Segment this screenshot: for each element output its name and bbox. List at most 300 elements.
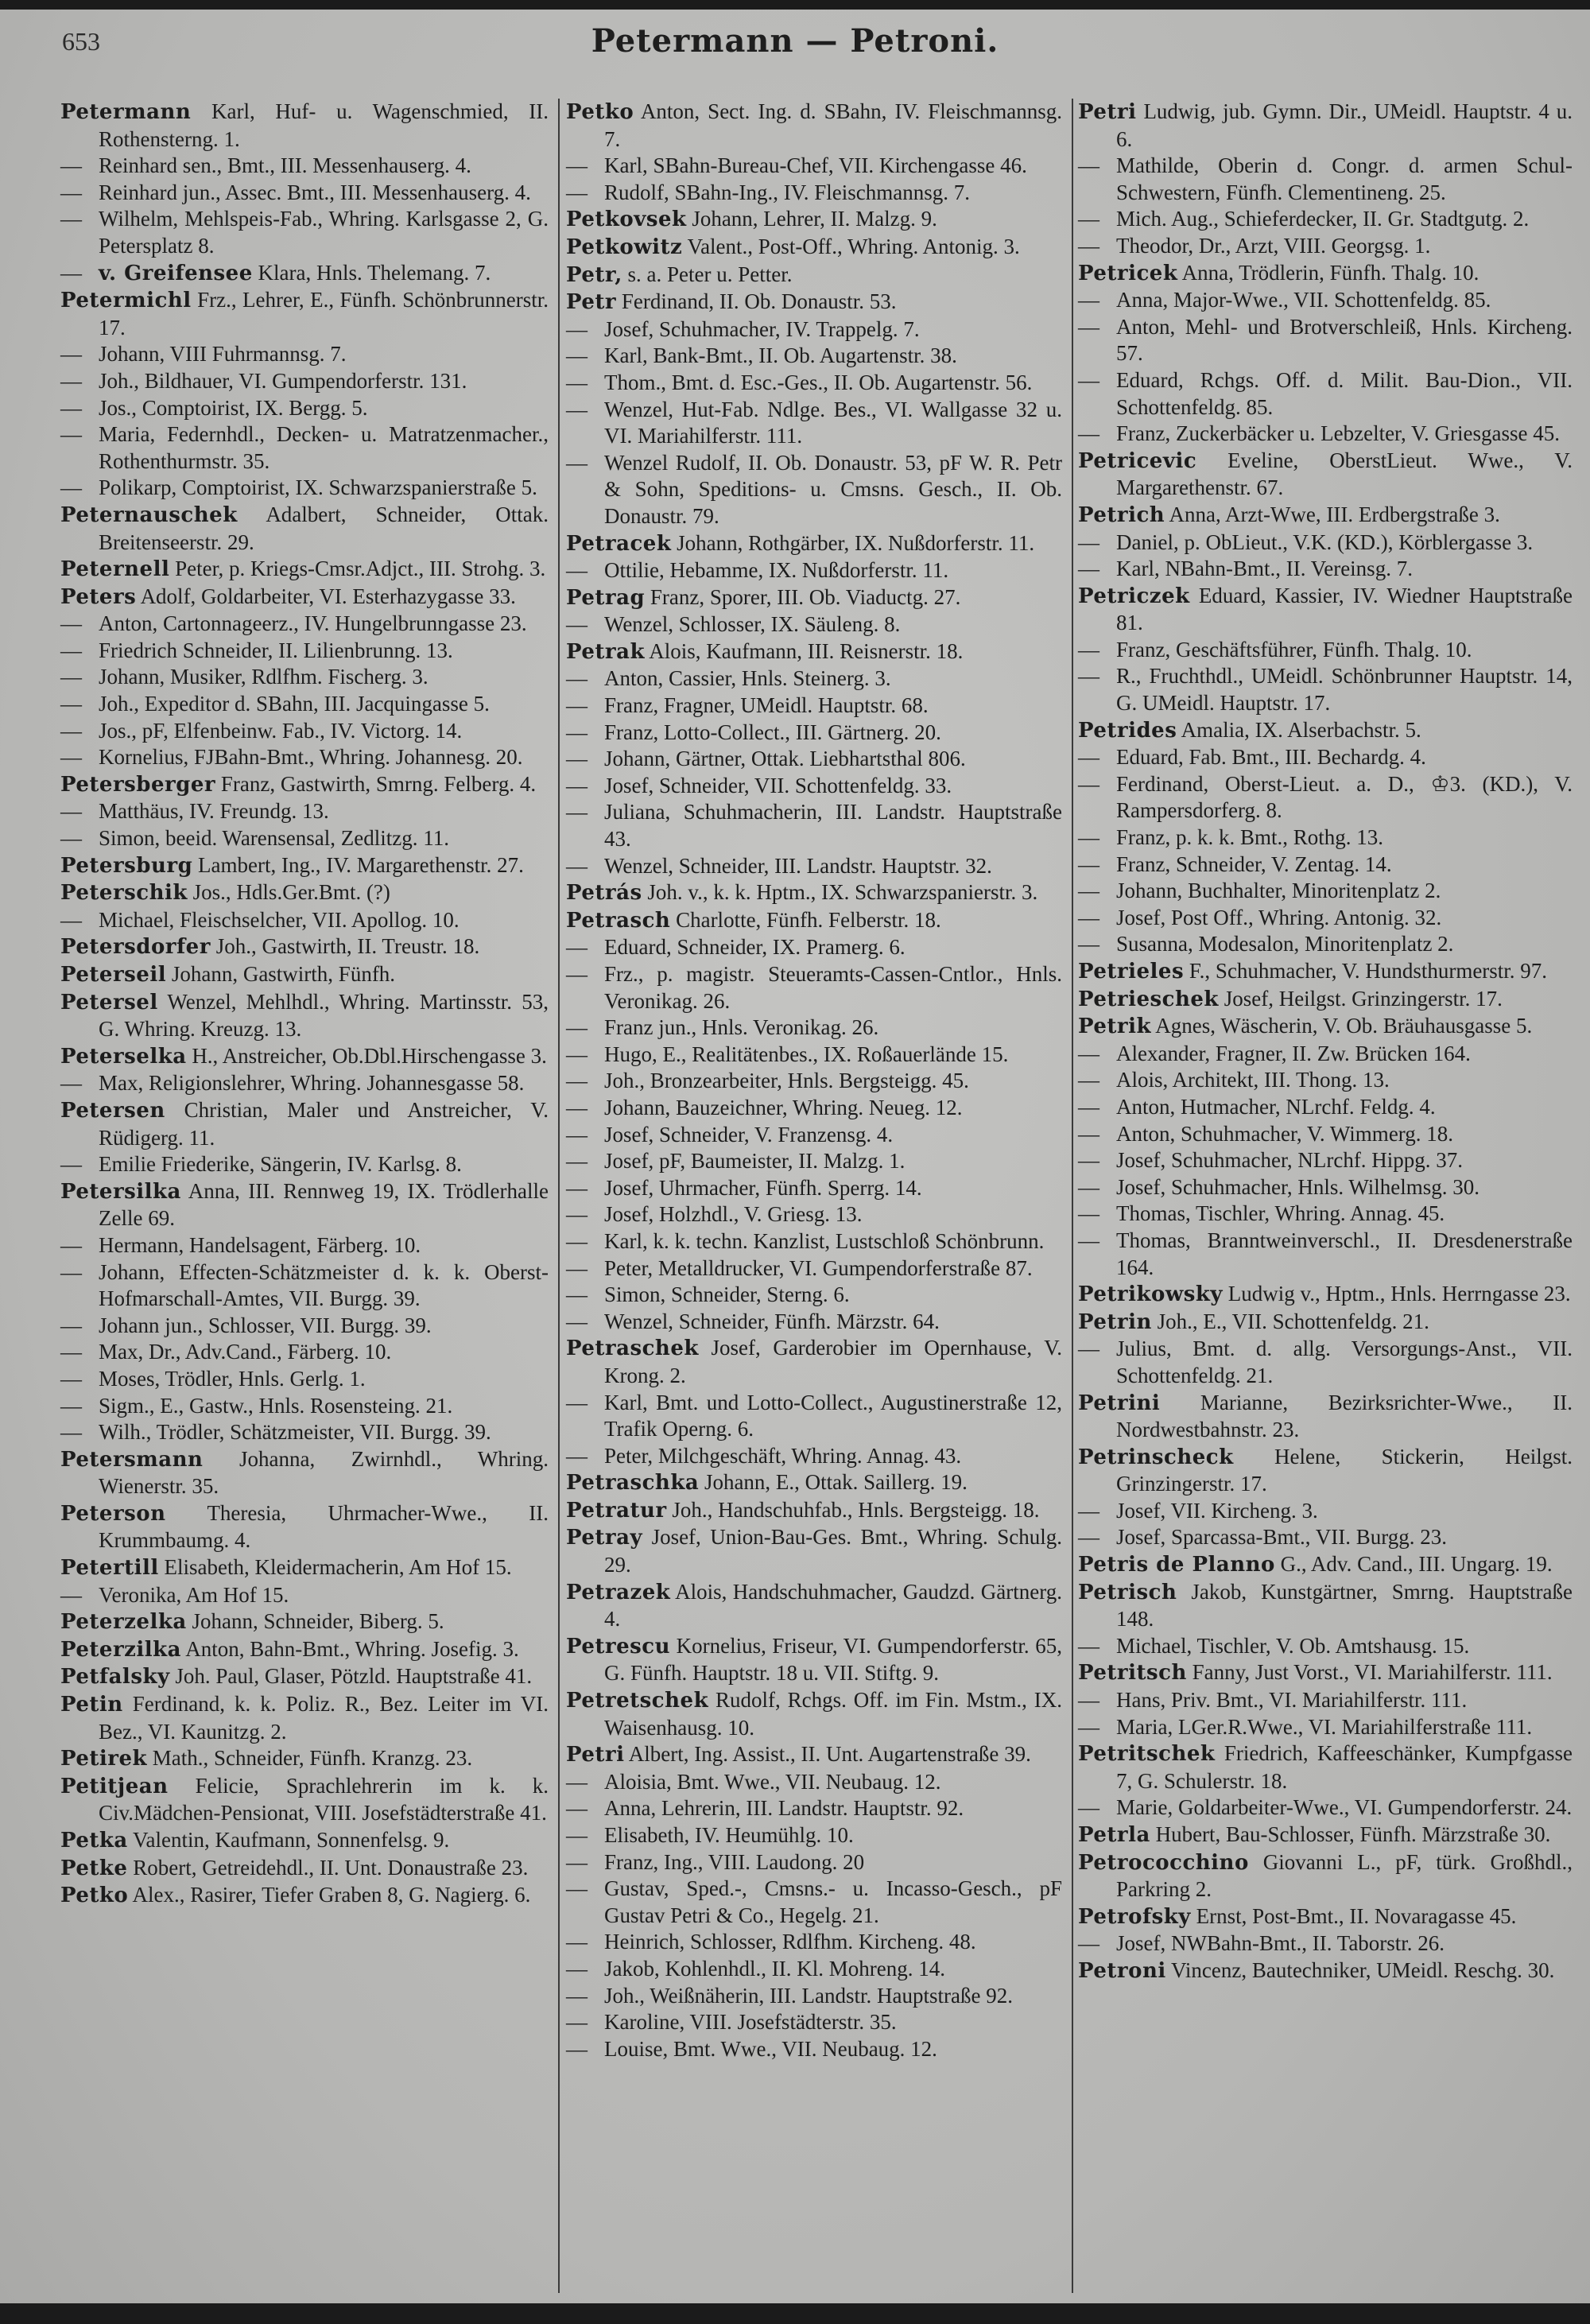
ditto-dash: — bbox=[60, 180, 82, 204]
directory-entry bbox=[60, 421, 549, 475]
entry-details: Franz, Lotto-Collect., III. Gärtnerg. 20. bbox=[604, 720, 941, 744]
ditto-dash: — bbox=[1078, 1931, 1099, 1956]
surname: v. Greifensee bbox=[99, 261, 253, 285]
surname: Petertill bbox=[60, 1556, 159, 1581]
ditto-dash: — bbox=[1078, 288, 1099, 312]
directory-entry bbox=[1078, 1201, 1573, 1228]
directory-entry bbox=[566, 1201, 1062, 1228]
ditto-dash: — bbox=[60, 1366, 82, 1391]
ditto-dash: — bbox=[1078, 314, 1099, 339]
entry-details: Eduard, Kassier, IV. Wiedner Hauptstraße 81. bbox=[1116, 583, 1573, 635]
entry-details: Anna, Lehrerin, III. Landstr. Hauptstr. 92. bbox=[604, 1796, 964, 1821]
entry-details: Franz, Fragner, UMeidl. Hauptstr. 68. bbox=[604, 693, 929, 718]
directory-entry bbox=[566, 1849, 1062, 1876]
directory-entry bbox=[60, 638, 549, 665]
directory-entry bbox=[566, 2009, 1062, 2036]
directory-entry bbox=[60, 502, 549, 556]
directory-entry bbox=[1078, 421, 1573, 448]
surname: Petirek bbox=[60, 1747, 148, 1771]
ditto-dash: — bbox=[60, 422, 82, 447]
directory-entry bbox=[1078, 314, 1573, 367]
surname: Petraschka bbox=[566, 1471, 700, 1496]
entry-details: Karl, Bmt. und Lotto-Collect., Augustinerstraße 12, Trafik Operng. 6. bbox=[604, 1390, 1062, 1441]
entry-details: Felicie, Sprachlehrerin im k. k. Civ.Mädchen-Pensionat, VIII. Josefstädterstraße 41. bbox=[99, 1773, 549, 1825]
ditto-dash: — bbox=[1078, 825, 1099, 850]
entry-details: Julius, Bmt. d. allg. Versorgungs-Anst., VII. Schottenfeldg. 21. bbox=[1116, 1337, 1573, 1387]
directory-entry bbox=[1078, 502, 1573, 530]
directory-entry bbox=[60, 1043, 549, 1071]
entry-details: Eduard, Fab. Bmt., III. Bechardg. 4. bbox=[1116, 745, 1426, 770]
directory-entry bbox=[60, 153, 549, 180]
entry-details: Johann, VIII Fuhrmannsg. 7. bbox=[99, 342, 347, 367]
directory-entry bbox=[566, 180, 1062, 207]
directory-entry bbox=[566, 316, 1062, 343]
ditto-dash: — bbox=[1078, 557, 1099, 581]
directory-entry bbox=[1078, 260, 1573, 288]
ditto-dash: — bbox=[566, 1876, 588, 1901]
entry-details: Joh., Expeditor d. SBahn, III. Jacquingasse 5. bbox=[99, 692, 490, 716]
directory-entry bbox=[1078, 556, 1573, 583]
directory-entry bbox=[1078, 1957, 1573, 1985]
surname: Petrikowsky bbox=[1078, 1282, 1223, 1307]
directory-entry bbox=[1078, 1174, 1573, 1201]
ditto-dash: — bbox=[1078, 1525, 1099, 1550]
ditto-dash: — bbox=[566, 1228, 588, 1253]
ditto-dash: — bbox=[566, 370, 588, 394]
entry-details: Jakob, Kunstgärtner, Smrng. Hauptstraße 148. bbox=[1116, 1579, 1573, 1631]
surname: Petrag bbox=[566, 585, 646, 610]
directory-entry bbox=[1078, 1013, 1573, 1041]
directory-entry bbox=[566, 720, 1062, 747]
surname: Petka bbox=[60, 1829, 128, 1853]
directory-entry bbox=[60, 260, 549, 288]
surname: Petricek bbox=[1078, 261, 1178, 285]
directory-entry bbox=[566, 1633, 1062, 1687]
entry-details: Anton, Cartonnageerz., IV. Hungelbrunngasse 23. bbox=[99, 611, 527, 636]
entry-details: Frz., p. magistr. Steueramts-Cassen-Cntlor., Hnls. Veronikag. 26. bbox=[604, 962, 1062, 1013]
directory-entry bbox=[60, 825, 549, 852]
entry-details: Simon, beeid. Warensensal, Zedlitzg. 11. bbox=[99, 826, 449, 851]
entry-details: Aloisia, Bmt. Wwe., VII. Neubaug. 12. bbox=[604, 1769, 941, 1794]
entry-details: Marianne, Bezirksrichter-Wwe., II. Nordwestbahnstr. 23. bbox=[1116, 1390, 1573, 1442]
entry-details: Johann, Gärtner, Ottak. Liebhartsthal 806. bbox=[604, 747, 966, 771]
entry-details: Josef, Garderobier im Opernhause, V. Krong. 2. bbox=[604, 1336, 1062, 1387]
directory-entry bbox=[566, 1579, 1062, 1633]
entry-details: Johann, Rothgärber, IX. Nußdorferstr. 11. bbox=[677, 530, 1035, 555]
ditto-dash: — bbox=[1078, 1498, 1099, 1523]
directory-entry bbox=[566, 2036, 1062, 2063]
entry-details: Veronika, Am Hof 15. bbox=[99, 1582, 289, 1607]
column-1 bbox=[60, 99, 549, 1910]
ditto-dash: — bbox=[566, 935, 588, 960]
directory-entry bbox=[566, 1524, 1062, 1578]
entry-details: Franz, Gastwirth, Smrng. Felberg. 4. bbox=[220, 771, 537, 796]
entry-details: Josef, pF, Baumeister, II. Malzg. 1. bbox=[604, 1149, 906, 1174]
entry-details: Valentin, Kaufmann, Sonnenfelsg. 9. bbox=[133, 1828, 450, 1852]
ditto-dash: — bbox=[1078, 879, 1099, 903]
directory-entry bbox=[566, 961, 1062, 1015]
surname: Petris de Planno bbox=[1078, 1553, 1275, 1577]
column-2 bbox=[566, 99, 1062, 2062]
ditto-dash: — bbox=[60, 1393, 82, 1418]
entry-details: Rudolf, SBahn-Ing., IV. Fleischmannsg. 7. bbox=[604, 180, 970, 204]
directory-entry bbox=[1078, 824, 1573, 852]
directory-entry bbox=[1078, 1659, 1573, 1687]
entry-details: Ludwig v., Hptm., Hnls. Herrngasse 23. bbox=[1227, 1282, 1571, 1306]
entry-details: Adalbert, Schneider, Ottak. Breitenseerstr. 29. bbox=[99, 502, 549, 554]
directory-entry bbox=[60, 1691, 549, 1745]
directory-entry bbox=[60, 1582, 549, 1609]
entry-details: Daniel, p. ObLieut., V.K. (KD.), Körblergasse 3. bbox=[1116, 530, 1534, 554]
ditto-dash: — bbox=[566, 558, 588, 583]
entry-details: Alois, Kaufmann, III. Reisnerstr. 18. bbox=[649, 638, 964, 663]
entry-details: Wilh., Trödler, Schätzmeister, VII. Burgg. 39. bbox=[99, 1420, 491, 1445]
entry-details: Maria, Federnhdl., Decken- u. Matratzenmacher., Rothenthurmstr. 35. bbox=[99, 422, 549, 473]
entry-details: Wilhelm, Mehlspeis-Fab., Whring. Karlsgasse 2, G. Petersplatz 8. bbox=[99, 207, 549, 258]
entry-details: Johann, E., Ottak. Saillerg. 19. bbox=[704, 1470, 968, 1495]
ditto-dash: — bbox=[566, 1095, 588, 1119]
ditto-dash: — bbox=[1078, 1041, 1099, 1065]
directory-entry bbox=[60, 1446, 549, 1500]
entry-details: Karl, k. k. techn. Kanzlist, Lustschloß Schönbrunn. bbox=[604, 1228, 1045, 1253]
surname: Petratur bbox=[566, 1498, 667, 1523]
ditto-dash: — bbox=[1078, 1094, 1099, 1119]
entry-details: Ferdinand, Oberst-Lieut. a. D., ♔3. (KD.), V. Rampersdorferg. 8. bbox=[1116, 771, 1573, 823]
directory-entry bbox=[1078, 1390, 1573, 1444]
ditto-dash: — bbox=[60, 1582, 82, 1607]
directory-entry bbox=[60, 798, 549, 825]
entry-details: Franz, Geschäftsführer, Fünfh. Thalg. 10. bbox=[1116, 637, 1472, 662]
directory-entry bbox=[566, 1983, 1062, 2010]
directory-entry bbox=[566, 1687, 1062, 1741]
ditto-dash: — bbox=[1078, 905, 1099, 929]
ditto-dash: — bbox=[60, 1152, 82, 1177]
entry-details: Anna, Trödlerin, Fünfh. Thalg. 10. bbox=[1181, 260, 1479, 285]
directory-entry bbox=[566, 206, 1062, 234]
directory-entry bbox=[1078, 1849, 1573, 1903]
entry-details: Giovanni L., pF, türk. Großhdl., Parkring 2. bbox=[1116, 1849, 1573, 1902]
directory-entry bbox=[1078, 852, 1573, 879]
entry-details: Robert, Getreidehdl., II. Unt. Donaustraße 23. bbox=[133, 1855, 529, 1880]
entry-details: Joh., E., VII. Schottenfeldg. 21. bbox=[1157, 1309, 1429, 1333]
directory-entry bbox=[60, 1636, 549, 1664]
surname: Petko bbox=[60, 1884, 129, 1908]
directory-entry bbox=[1078, 367, 1573, 421]
surname: Petritschek bbox=[1078, 1742, 1216, 1767]
entry-details: Fanny, Just Vorst., VI. Mariahilferstr. 111. bbox=[1192, 1660, 1553, 1685]
entry-details: Helene, Stickerin, Heilgst. Grinzingerstr. 17. bbox=[1116, 1444, 1573, 1496]
directory-entry bbox=[60, 180, 549, 207]
ditto-dash: — bbox=[566, 1849, 588, 1874]
surname: Petersmann bbox=[60, 1447, 204, 1472]
directory-entry bbox=[566, 1175, 1062, 1202]
entry-details: Wenzel, Schneider, Fünfh. Märzstr. 64. bbox=[604, 1309, 940, 1333]
directory-entry bbox=[566, 1255, 1062, 1282]
entry-details: Polikarp, Comptoirist, IX. Schwarzspanierstraße 5. bbox=[99, 475, 537, 500]
ditto-dash: — bbox=[60, 1313, 82, 1337]
ditto-dash: — bbox=[566, 1443, 588, 1468]
entry-details: Thom., Bmt. d. Esc.-Ges., II. Ob. Augartenstr. 56. bbox=[604, 370, 1033, 394]
ditto-dash: — bbox=[1078, 1228, 1099, 1252]
directory-entry bbox=[566, 289, 1062, 316]
directory-entry bbox=[1078, 530, 1573, 557]
ditto-dash: — bbox=[1078, 1688, 1099, 1713]
ditto-dash: — bbox=[566, 1309, 588, 1333]
directory-entry bbox=[566, 799, 1062, 852]
ditto-dash: — bbox=[566, 773, 588, 797]
ditto-dash: — bbox=[566, 1796, 588, 1821]
surname: Petersburg bbox=[60, 853, 193, 878]
directory-entry bbox=[60, 1663, 549, 1691]
directory-entry bbox=[1078, 663, 1573, 716]
directory-entry bbox=[60, 933, 549, 961]
entry-details: Kornelius, FJBahn-Bmt., Whring. Johannesg. 20. bbox=[99, 745, 523, 770]
entry-details: Ferdinand, k. k. Poliz. R., Bez. Leiter im VI. Bez., VI. Kaunitzg. 2. bbox=[99, 1692, 549, 1744]
ditto-dash: — bbox=[566, 2010, 588, 2035]
directory-entry bbox=[60, 1554, 549, 1582]
directory-entry bbox=[60, 1500, 549, 1554]
ditto-dash: — bbox=[566, 450, 588, 475]
entry-details: Franz, Ing., VIII. Laudong. 20 bbox=[604, 1849, 865, 1874]
entry-details: Simon, Schneider, Sterng. 6. bbox=[604, 1282, 850, 1307]
ditto-dash: — bbox=[566, 1823, 588, 1847]
entry-details: Johann, Schneider, Biberg. 5. bbox=[192, 1609, 444, 1634]
directory-entry bbox=[566, 584, 1062, 612]
ditto-dash: — bbox=[60, 665, 82, 689]
ditto-dash: — bbox=[1078, 932, 1099, 956]
entry-details: Vincenz, Bautechniker, UMeidl. Reschg. 30. bbox=[1171, 1957, 1555, 1982]
entry-details: Josef, Post Off., Whring. Antonig. 32. bbox=[1116, 905, 1442, 929]
surname: Petrla bbox=[1078, 1823, 1150, 1847]
surname: Peterselka bbox=[60, 1044, 187, 1069]
entry-details: Josef, Holzhdl., V. Griesg. 13. bbox=[604, 1202, 863, 1227]
surname: Peterson bbox=[60, 1501, 166, 1526]
directory-entry bbox=[1078, 1309, 1573, 1337]
entry-details: Ludwig, jub. Gymn. Dir., UMeidl. Hauptstr. 4 u. 6. bbox=[1116, 99, 1573, 151]
directory-entry bbox=[566, 1795, 1062, 1822]
ditto-dash: — bbox=[566, 1202, 588, 1227]
ditto-dash: — bbox=[60, 1340, 82, 1364]
page-title: Petermann — Petroni. bbox=[591, 22, 999, 60]
surname: Petersen bbox=[60, 1098, 165, 1123]
directory-entry bbox=[566, 879, 1062, 907]
ditto-dash: — bbox=[566, 1042, 588, 1066]
directory-entry bbox=[60, 611, 549, 638]
surname: Petricevic bbox=[1078, 448, 1197, 473]
directory-entry bbox=[60, 1366, 549, 1393]
ditto-dash: — bbox=[1078, 1795, 1099, 1820]
entry-details: Max, Dr., Adv.Cand., Färberg. 10. bbox=[99, 1340, 392, 1364]
directory-entry bbox=[566, 343, 1062, 370]
entry-details: Franz, p. k. k. Bmt., Rothg. 13. bbox=[1116, 825, 1383, 850]
ditto-dash: — bbox=[566, 1390, 588, 1414]
entry-details: Anna, III. Rennweg 19, IX. Trödlerhalle Zelle 69. bbox=[99, 1178, 549, 1231]
surname: Petrisch bbox=[1078, 1580, 1177, 1604]
entry-details: Mich. Aug., Schieferdecker, II. Gr. Stadtgutg. 2. bbox=[1116, 207, 1530, 231]
ditto-dash: — bbox=[1078, 745, 1099, 770]
entry-details: Mathilde, Oberin d. Congr. d. armen Schul-Schwestern, Fünfh. Clementineng. 25. bbox=[1116, 153, 1573, 204]
entry-details: Franz, Zuckerbäcker u. Lebzelter, V. Griesgasse 45. bbox=[1116, 421, 1560, 446]
entry-details: Franz, Schneider, V. Zentag. 14. bbox=[1116, 852, 1392, 876]
directory-entry bbox=[60, 718, 549, 745]
directory-entry bbox=[60, 1339, 549, 1366]
ditto-dash: — bbox=[566, 666, 588, 691]
surname: Petrasch bbox=[566, 908, 671, 933]
entry-details: Thomas, Tischler, Whring. Annag. 45. bbox=[1116, 1201, 1445, 1226]
surname: Peternell bbox=[60, 557, 170, 582]
directory-entry bbox=[1078, 1121, 1573, 1148]
surname: Petitjean bbox=[60, 1774, 169, 1798]
surname: Petrofsky bbox=[1078, 1904, 1191, 1929]
entry-details: s. a. Peter u. Petter. bbox=[627, 262, 793, 286]
entry-details: Ottilie, Hebamme, IX. Nußdorferstr. 11. bbox=[604, 558, 949, 583]
entry-details: Josef, NWBahn-Bmt., II. Taborstr. 26. bbox=[1116, 1931, 1445, 1956]
entry-details: Hermann, Handelsagent, Färberg. 10. bbox=[99, 1232, 421, 1257]
entry-details: Jakob, Kohlenhdl., II. Kl. Mohreng. 14. bbox=[604, 1956, 945, 1981]
ditto-dash: — bbox=[1078, 1714, 1099, 1739]
directory-entry bbox=[1078, 931, 1573, 958]
directory-entry bbox=[60, 771, 549, 799]
column-divider bbox=[558, 99, 560, 2293]
surname: Peterseil bbox=[60, 963, 167, 987]
entry-details: Alois, Architekt, III. Thong. 13. bbox=[1116, 1068, 1390, 1092]
ditto-dash: — bbox=[566, 2036, 588, 2061]
directory-entry bbox=[566, 262, 1062, 289]
directory-entry bbox=[566, 397, 1062, 450]
entry-details: Anton, Sect. Ing. d. SBahn, IV. Fleischmannsg. 7. bbox=[604, 99, 1063, 151]
surname: Petkowitz bbox=[566, 235, 683, 259]
directory-entry bbox=[566, 746, 1062, 773]
directory-entry bbox=[60, 1259, 549, 1313]
entry-details: Moses, Trödler, Hnls. Gerlg. 1. bbox=[99, 1366, 366, 1391]
surname: Petri bbox=[1078, 100, 1137, 124]
directory-entry bbox=[566, 153, 1062, 180]
entry-details: Peter, Metalldrucker, VI. Gumpendorferstraße 87. bbox=[604, 1255, 1033, 1280]
directory-entry bbox=[60, 907, 549, 934]
ditto-dash: — bbox=[1078, 153, 1099, 178]
entry-details: Josef, VII. Kircheng. 3. bbox=[1116, 1498, 1318, 1523]
surname: Petersilka bbox=[60, 1179, 181, 1204]
ditto-dash: — bbox=[1078, 1201, 1099, 1226]
directory-entry bbox=[1078, 1794, 1573, 1822]
entry-details: Louise, Bmt. Wwe., VII. Neubaug. 12. bbox=[604, 2036, 937, 2061]
directory-entry bbox=[60, 1393, 549, 1420]
entry-details: Peter, p. Kriegs-Cmsr.Adjct., III. Strohg. 3. bbox=[175, 557, 546, 581]
directory-entry bbox=[60, 1070, 549, 1097]
directory-entry bbox=[60, 99, 549, 153]
entry-details: Christian, Maler und Anstreicher, V. Rüdigerg. 11. bbox=[99, 1097, 549, 1150]
entry-details: Wenzel, Mehlhdl., Whring. Martinsstr. 53, G. Whring. Kreuzg. 13. bbox=[99, 989, 549, 1042]
directory-entry bbox=[60, 1745, 549, 1773]
ditto-dash: — bbox=[60, 260, 82, 285]
ditto-dash: — bbox=[1078, 1148, 1099, 1173]
entry-details: Max, Religionslehrer, Whring. Johannesgasse 58. bbox=[99, 1071, 525, 1096]
entry-details: Agnes, Wäscherin, V. Ob. Bräuhausgasse 5. bbox=[1155, 1014, 1533, 1038]
directory-entry bbox=[1078, 583, 1573, 637]
entry-details: Emilie Friederike, Sängerin, IV. Karlsg. 8. bbox=[99, 1152, 462, 1177]
ditto-dash: — bbox=[60, 368, 82, 393]
surname: Peterzelka bbox=[60, 1610, 187, 1635]
entry-details: Anna, Arzt-Wwe, III. Erdbergstraße 3. bbox=[1169, 502, 1500, 526]
surname: Petracek bbox=[566, 531, 672, 556]
entry-details: Johann, Buchhalter, Minoritenplatz 2. bbox=[1116, 879, 1441, 903]
ditto-dash: — bbox=[566, 853, 588, 878]
directory-entry bbox=[60, 1882, 549, 1910]
entry-details: Anton, Schuhmacher, V. Wimmerg. 18. bbox=[1116, 1121, 1454, 1146]
directory-entry bbox=[566, 1929, 1062, 1956]
directory-entry bbox=[1078, 206, 1573, 233]
directory-entry bbox=[60, 989, 549, 1043]
directory-entry bbox=[566, 1228, 1062, 1255]
surname: Petrinscheck bbox=[1078, 1445, 1234, 1469]
entry-details: Kornelius, Friseur, VI. Gumpendorferstr. 65, G. Fünfh. Hauptstr. 18 u. VII. Stiftg. 9. bbox=[604, 1633, 1062, 1686]
directory-entry bbox=[566, 1335, 1062, 1389]
directory-entry bbox=[566, 1309, 1062, 1336]
entry-details: H., Anstreicher, Ob.Dbl.Hirschengasse 3. bbox=[192, 1043, 547, 1068]
directory-entry bbox=[1078, 153, 1573, 206]
entry-details: Josef, Uhrmacher, Fünfh. Sperrg. 14. bbox=[604, 1175, 922, 1200]
directory-entry bbox=[566, 1956, 1062, 1983]
entry-details: Michael, Tischler, V. Ob. Amtshausg. 15. bbox=[1116, 1633, 1470, 1658]
directory-entry bbox=[60, 206, 549, 259]
entry-details: Joh., Bildhauer, VI. Gumpendorferstr. 131. bbox=[99, 368, 467, 393]
entry-details: Adolf, Goldarbeiter, VI. Esterhazygasse 33. bbox=[140, 584, 516, 608]
surname: Petersel bbox=[60, 990, 158, 1015]
ditto-dash: — bbox=[1078, 207, 1099, 231]
ditto-dash: — bbox=[1078, 852, 1099, 876]
ditto-dash: — bbox=[60, 745, 82, 770]
surname: Petriczek bbox=[1078, 584, 1190, 608]
directory-entry bbox=[60, 395, 549, 422]
directory-entry bbox=[1078, 958, 1573, 986]
surname: Petraschek bbox=[566, 1337, 699, 1361]
ditto-dash: — bbox=[1078, 233, 1099, 258]
directory-entry bbox=[1078, 1579, 1573, 1633]
directory-entry bbox=[60, 1232, 549, 1259]
entry-details: Frz., Lehrer, E., Fünfh. Schönbrunnerstr. 17. bbox=[99, 288, 549, 339]
entry-details: Joh. v., k. k. Hptm., IX. Schwarzspanierstr. 3. bbox=[647, 880, 1038, 905]
entry-details: Peter, Milchgeschäft, Whring. Annag. 43. bbox=[604, 1443, 962, 1468]
ditto-dash: — bbox=[60, 395, 82, 420]
entry-details: Karl, Huf- u. Wagenschmied, II. Rothensterng. 1. bbox=[99, 99, 549, 151]
entry-details: Joh. Paul, Glaser, Pötzld. Hauptstraße 41. bbox=[175, 1664, 533, 1689]
entry-details: Albert, Ing. Assist., II. Unt. Augartenstraße 39. bbox=[628, 1742, 1031, 1767]
entry-details: Johann, Lehrer, II. Malzg. 9. bbox=[692, 207, 937, 231]
ditto-dash: — bbox=[60, 692, 82, 716]
surname: Peters bbox=[60, 584, 137, 609]
directory-entry bbox=[566, 1469, 1062, 1497]
ditto-dash: — bbox=[566, 1149, 588, 1174]
entry-details: Elisabeth, IV. Heumühlg. 10. bbox=[604, 1823, 854, 1847]
directory-entry bbox=[1078, 1633, 1573, 1660]
ditto-dash: — bbox=[566, 747, 588, 771]
directory-entry bbox=[1078, 771, 1573, 824]
entry-details: Theresia, Uhrmacher-Wwe., II. Krummbaumg. 4. bbox=[99, 1500, 549, 1553]
entry-details: Math., Schneider, Fünfh. Kranzg. 23. bbox=[152, 1746, 473, 1771]
ditto-dash: — bbox=[60, 799, 82, 824]
directory-entry bbox=[60, 368, 549, 395]
surname: Petroni bbox=[1078, 1958, 1166, 1983]
directory-entry bbox=[1078, 1740, 1573, 1794]
entry-details: Jos., pF, Elfenbeinw. Fab., IV. Victorg. 14. bbox=[99, 718, 463, 743]
entry-details: Josef, Schneider, VII. Schottenfeldg. 33. bbox=[604, 773, 952, 797]
entry-details: Josef, Sparcassa-Bmt., VII. Burgg. 23. bbox=[1116, 1525, 1447, 1550]
entry-details: Joh., Gastwirth, II. Treustr. 18. bbox=[215, 934, 480, 959]
entry-details: Hans, Priv. Bmt., VI. Mariahilferstr. 111. bbox=[1116, 1688, 1468, 1713]
entry-details: Lambert, Ing., IV. Margarethenstr. 27. bbox=[198, 852, 524, 877]
ditto-dash: — bbox=[1078, 664, 1099, 689]
surname: Petkovsek bbox=[566, 208, 687, 232]
